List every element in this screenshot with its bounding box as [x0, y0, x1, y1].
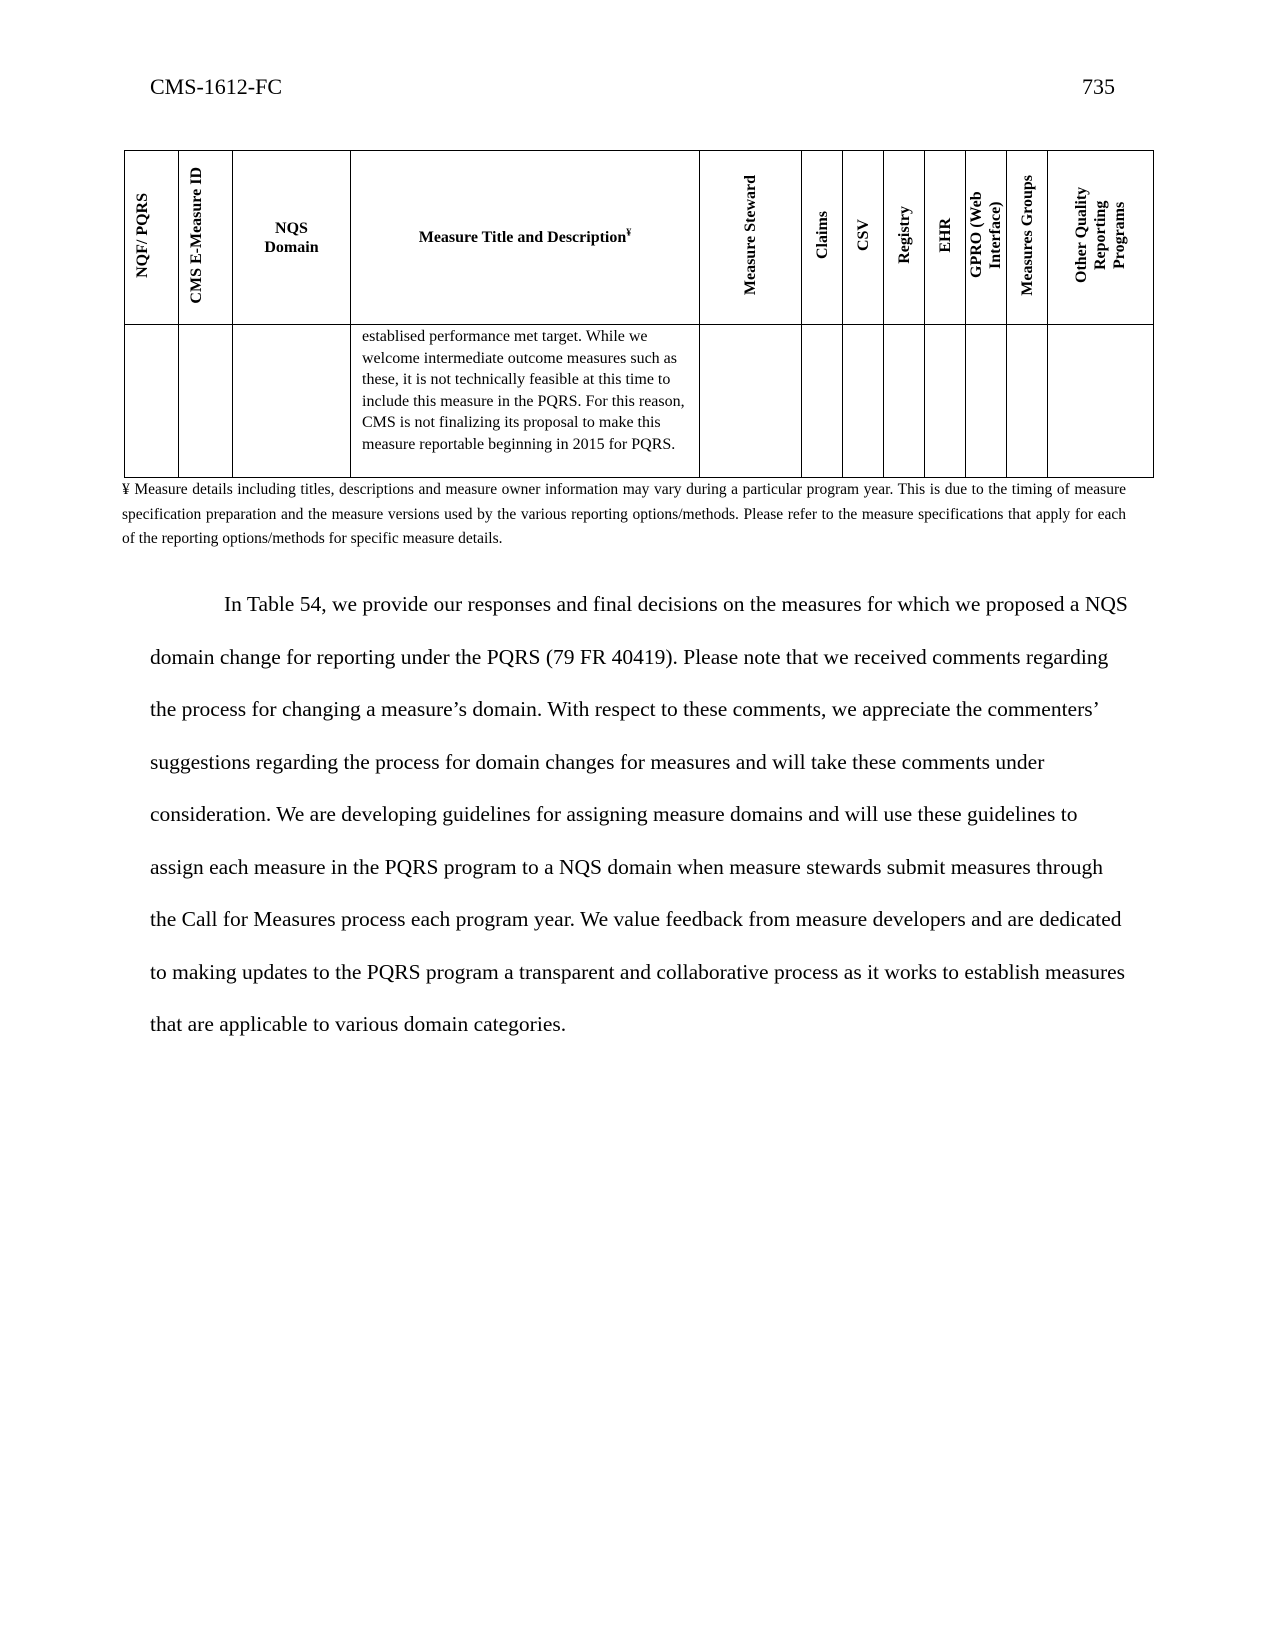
body-paragraph: In Table 54, we provide our responses and final decisions on the measures for which we proposed a NQS domain change for reporting under the PQRS (79 FR 40419). Please note that we received comments regarding the process for changing a measure’s domain. With respect to these comments, we appreciate the commenters’ suggestions regarding the process for domain changes for measures and will take these comments under consideration. We are developing guidelines for assigning measure domains and will use these guidelines to assign each measure in the PQRS program to a NQS domain when measure stewards submit measures through the Call for Measures process each program year. We value feedback from measure developers and are dedicated to making updates to the PQRS program a transparent and collaborative process as it works to establish measures that are applicable to various domain categories. — [150, 592, 1128, 1036]
cell-csv — [843, 325, 884, 478]
col-header-nqs-domain: NQS Domain — [233, 151, 351, 325]
col-header-cms-emeasure-id: CMS E-Measure ID — [179, 151, 233, 325]
cell-measures-groups — [1007, 325, 1048, 478]
measure-title-header-label: Measure Title and Description — [418, 229, 627, 246]
cell-gpro — [966, 325, 1007, 478]
col-header-nqf-pqrs: NQF/ PQRS — [125, 151, 179, 325]
cell-registry — [884, 325, 925, 478]
table-footnote: ¥ Measure details including titles, descriptions and measure owner information may vary during a particular program year. This is due to the timing of measure specification preparation and the measure versions used by the various reporting options/methods. Please refer to the measure specifications that apply for each of the reporting options/methods for specific measure details. — [122, 481, 1126, 547]
col-header-ehr: EHR — [925, 151, 966, 325]
body-text — [150, 578, 1130, 1051]
table-row — [125, 325, 1154, 478]
cell-ehr — [925, 325, 966, 478]
col-header-claims: Claims — [802, 151, 843, 325]
col-header-gpro: GPRO (Web Interface) — [966, 151, 1007, 325]
cell-nqs-domain — [233, 325, 351, 478]
footnote-mark: ¥ — [626, 227, 632, 239]
table-header-row — [125, 151, 1154, 325]
col-header-registry: Registry — [884, 151, 925, 325]
cell-nqf-pqrs — [125, 325, 179, 478]
col-header-measure-title — [351, 151, 700, 325]
cell-claims — [802, 325, 843, 478]
cell-measure-steward — [700, 325, 802, 478]
col-header-measures-groups: Measures Groups — [1007, 151, 1048, 325]
cell-other-programs — [1048, 325, 1154, 478]
page-number: 735 — [1082, 74, 1115, 99]
col-header-measure-steward: Measure Steward — [700, 151, 802, 325]
cell-cms-emeasure-id — [179, 325, 233, 478]
col-header-csv: CSV — [843, 151, 884, 325]
document-id: CMS-1612-FC — [150, 74, 283, 99]
cell-measure-title: establised performance met target. While we welcome intermediate outcome measures such as these, it is not technically feasible at this time to include this measure in the PQRS. For this reason, CMS is not finalizing its proposal to make this measure reportable beginning in 2015 for PQRS. — [351, 325, 700, 478]
measures-table — [124, 150, 1154, 478]
col-header-other-programs: Other Quality Reporting Programs — [1048, 151, 1154, 325]
